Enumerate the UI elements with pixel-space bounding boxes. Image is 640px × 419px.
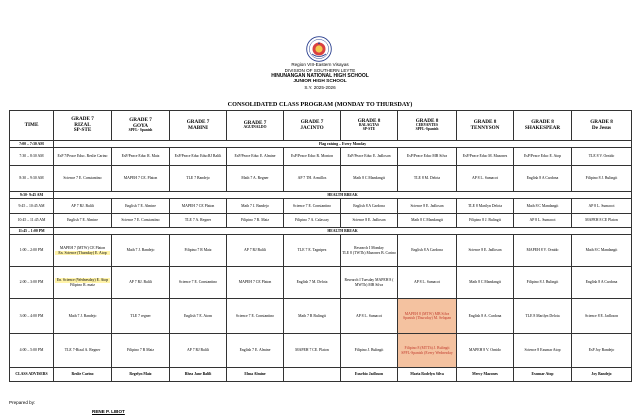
class-cell: Science 8 E. Jadloson [341,214,398,228]
class-cell [341,235,398,267]
class-entry: TLE 8 (TWTh) Mazones B. Carino [342,250,396,255]
class-cell: Filipino 7 R Maiz [170,235,227,267]
grade-label: GRADE 7 [243,119,267,126]
class-entry: Spanish (Thursday) M. Selapan [402,316,452,320]
class-cell: EsP/Peace Educ EducRJ Balili [170,148,227,166]
class-cell: English 8 A Cardona [572,267,632,299]
section-name: RIZAL [74,121,91,128]
class-cell: Math 7 R Bulingit [284,299,341,334]
section-name: TENNYSON [470,124,500,131]
section-header [284,111,341,141]
class-cell: AP 8 L. Sumacot [572,199,632,214]
class-entry-highlight: En. Science (Thursday) E. Atop [55,251,110,255]
header-row [10,111,632,141]
grade-label: GRADE 8 [531,119,554,126]
class-cell: TLE 7 A. Regner [170,214,227,228]
class-cell: MAPEH 7 CE. Platon [284,334,341,368]
class-cell [54,235,112,267]
time-cell: 1:00 – 2:00 PM [10,235,54,267]
section-header [398,111,457,141]
table-row [10,299,632,334]
class-cell: English 7 E. Almine [227,334,284,368]
class-cell: MAPEH 8 V. Ornido [514,235,572,267]
class-cell: English 7 E. Almine [112,199,170,214]
deped-seal-icon [306,36,332,62]
time-cell: 8:30 – 9:30 AM [10,166,54,192]
section-program: SPFL- Spanish [128,128,153,133]
class-cell: Science 8 Exumar Atop [514,334,572,368]
class-cell: AP 7 RJ Balili [227,235,284,267]
class-cell: EsP/Peace Educ M. Mazones [457,148,514,166]
adviser-name: Rhea Jane Balili [170,368,227,382]
section-name: AGUINALDO [243,125,267,130]
class-cell: Math 7 J. Bandejo [112,235,170,267]
class-cell: Science 7 E. Constantino [284,199,341,214]
class-cell: TLE 8 M. Delota [398,166,457,192]
class-cell: Science 8 E. Jadloson [398,199,457,214]
class-cell: Science 7 E. Constantino [227,299,284,334]
class-entry-highlight: En. Science (Wednesday) E. Atop [56,278,109,283]
class-cell: English 7 E. Atom [170,299,227,334]
grade-label: GRADE 7 [186,119,210,126]
class-cell: Math 7 J. Bandejo [227,199,284,214]
class-cell: Filipino J. Bulingit [341,334,398,368]
table-row [10,148,632,166]
class-entry: Research I Monday [354,246,384,251]
class-cell: English 8 A Cardona [341,199,398,214]
section-name: De Jesus [591,124,612,131]
class-cell: MAPEH 7 CE. Platon [112,166,170,192]
class-cell: Filipino 7 R. Maiz [227,214,284,228]
advisers-label: CLASS ADVISERS [10,368,54,382]
time-cell: 3:00 – 4:00 PM [10,299,54,334]
class-cell: EsP/Peace Educ E. Atop [514,148,572,166]
adviser-name [284,368,341,382]
class-cell: AP 8 L. Sumacot [398,267,457,299]
class-cell: Math 8 C Mandangit [341,166,398,192]
class-cell: Math 7 A. Regner [227,166,284,192]
table-row [10,235,632,267]
school-name: HINUNANGAN NATIONAL HIGH SCHOOL [271,73,369,79]
school-level: JUNIOR HIGH SCHOOL [293,79,347,84]
class-cell: Filipino 8 J. Bulingit [514,267,572,299]
adviser-name: Exumar Atop [514,368,572,382]
class-cell: AP 7 TH. Armillos [284,166,341,192]
class-cell: Science 8 E. Jadloson [457,235,514,267]
time-cell: 11:45 – 1:00 PM [10,228,54,235]
class-cell: Science 8 E. Jadloson [572,299,632,334]
table-row [10,166,632,192]
class-cell: English 8 A Cardona [398,235,457,267]
time-cell: 9:45 – 10:45 AM [10,199,54,214]
class-cell: EsP Joy Bandejo [572,334,632,368]
class-cell: MAPEH 8 CE Platon [572,214,632,228]
section-name: BALAGTAS [358,123,379,128]
class-cell: Math 7 J. Bandejo [54,299,112,334]
class-cell: Math 8 C Mandangit [514,199,572,214]
class-cell: Math 8 C Mandangit [457,267,514,299]
adviser-name: Maria Rodelyn Silva [398,368,457,382]
grade-label: GRADE 8 [590,119,613,126]
section-header [54,111,112,141]
table-row [10,214,632,228]
time-header: TIME [10,111,54,141]
health-break-cell: HEALTH BREAK [54,192,632,199]
class-cell: Filipino 7 A. Calascay [284,214,341,228]
section-header [514,111,572,141]
table-row [10,192,632,199]
time-cell: 10:45 – 11:45 AM [10,214,54,228]
section-name: GOYA [132,122,149,129]
section-header [112,111,170,141]
class-cell: TLE 7 regner [112,299,170,334]
class-cell: AP 8 L. Sumacot [457,166,514,192]
class-cell: EsP/Peace Educ R. Monton [284,148,341,166]
class-entry: Filipino 8 (MTTh) J. Bulingit [404,346,450,351]
class-cell: English 8 A Cardona [514,166,572,192]
health-break-cell: HEALTH BREAK [54,228,632,235]
class-cell: EsP 7/Peace Educ. Reslie Carino [54,148,112,166]
class-cell: TLE 8 Marilyn Delota [457,199,514,214]
time-cell: 2:00 – 3:00 PM [10,267,54,299]
section-name: SHAKESPEAR [524,124,561,131]
class-cell: TLE 8 V. Ornido [572,148,632,166]
class-cell: Math 8 C Mandangit [398,214,457,228]
class-cell: EsP/Peace Educ E. Jadloson [341,148,398,166]
prepared-by-label: Prepared by: [9,400,36,405]
section-header [341,111,398,141]
adviser-name: Elma Almine [227,368,284,382]
class-cell: Science 7 E. Constantino [170,267,227,299]
class-cell: Science 7 E. Constantino [112,214,170,228]
table-row [10,334,632,368]
class-cell: English 8 A. Cardona [457,299,514,334]
class-cell: AP 7 RJ. Balili [112,267,170,299]
grade-label: GRADE 7 [129,117,152,124]
adviser-name: Reslie Carino [54,368,112,382]
time-cell: 7:00 – 7:30 AM [10,141,54,148]
class-entry: Filipino R. maiz [70,282,95,287]
section-header [457,111,514,141]
grade-label: GRADE 7 [71,116,94,123]
class-cell: AP 7 RJ Balili [170,334,227,368]
table-row [10,141,632,148]
class-cell: Filipino 8 J. Bulingit [572,166,632,192]
division-text: DIVISION OF SOUTHERN LEYTE [284,67,356,73]
adviser-name: Eusebio Jadloson [341,368,398,382]
school-year: S.Y. 2025-2026 [304,85,336,90]
class-cell: TLE 8 Marilyn Delota [514,299,572,334]
section-name: JACINTO [300,124,324,131]
class-entry: MAPEH 8 (MTW) MB Silva [404,311,450,316]
class-cell: TLE 7-Rizal A. Regner [54,334,112,368]
class-cell: MAPEH 7 CE Platon [227,267,284,299]
flag-raising-cell: Flag raising – Every Monday [54,141,632,148]
table-row [10,199,632,214]
section-program: SP-STE [362,127,376,132]
section-name: MABINI [188,124,208,131]
preparer-name: RENE P. LIBOT [92,409,125,414]
adviser-name: Joy Bandejo [572,368,632,382]
time-cell: 9:30- 9:45 AM [10,192,54,199]
class-cell: AP 7 RJ. Balili [54,199,112,214]
class-cell: English 7 E. Almine [54,214,112,228]
class-cell [398,299,457,334]
class-cell: Filipino 8 J. Bulingit [457,214,514,228]
advisers-row [10,368,632,382]
class-program-table [9,110,632,382]
class-cell: TLE 7 Bandejo [170,166,227,192]
class-cell: MAPEH 7 CE Platon [170,199,227,214]
table-row [10,267,632,299]
class-cell: AP 8 L. Sumacot [514,214,572,228]
time-cell: 7:30 – 8:30 AM [10,148,54,166]
class-entry: SPFL-Spanish (Every Wednesday [401,350,453,355]
grade-label: GRADE 8 [415,117,439,124]
class-cell: EsP/Peace Educ R. Maiz [112,148,170,166]
class-cell: EsP/Peace Educ E. Almine [227,148,284,166]
grade-label: GRADE 8 [357,117,381,124]
document-title: CONSOLIDATED CLASS PROGRAM (MONDAY TO THURSDAY) [227,101,413,108]
class-cell: TLE 7 E. Tagnipez [284,235,341,267]
class-cell: Research I Tuesday MAPEH 8 ( MWTh) MB Silva [341,267,398,299]
section-header [227,111,284,141]
adviser-name: Regelyn Maiz [112,368,170,382]
region-text: Region VIII-Eastern Visayas [291,62,349,67]
class-cell [54,267,112,299]
class-cell: English 7 M. Delota [284,267,341,299]
section-program: SP-STE [73,127,92,134]
class-cell: AP 8 L. Sumacot [341,299,398,334]
section-program: SPFL-Spanish [415,127,439,132]
class-cell: Math 8 C Mandangit [572,235,632,267]
section-header [572,111,632,141]
grade-label: GRADE 7 [300,119,324,126]
class-cell: Filipino 7 R Maiz [112,334,170,368]
section-header [170,111,227,141]
class-cell: EsP/Peace Educ MB Silva [398,148,457,166]
class-entry: MAPEH 7 (MTW) CE Platon [59,246,106,251]
class-cell [398,334,457,368]
section-name: CERVANTES [415,123,439,128]
class-cell: Science 7 E. Constantino [54,166,112,192]
adviser-name: Mercy Mazones [457,368,514,382]
grade-label: GRADE 8 [473,119,497,126]
class-cell: MAPEH 8 V. Ornido [457,334,514,368]
table-row [10,228,632,235]
time-cell: 4:00 – 5:00 PM [10,334,54,368]
